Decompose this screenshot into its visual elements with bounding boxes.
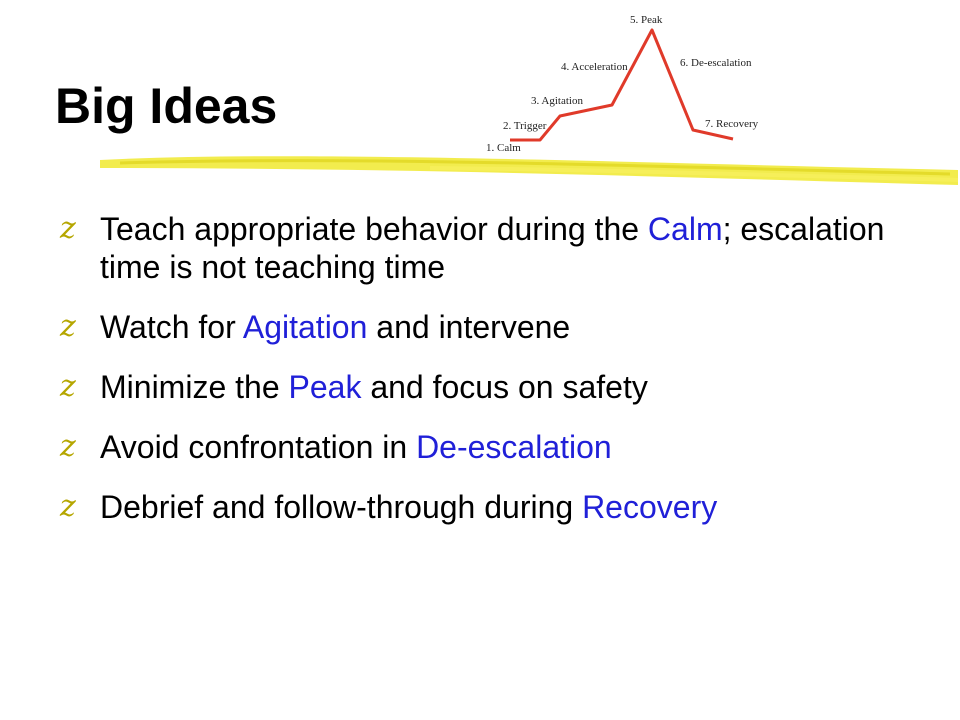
phase-label-calm: 1. Calm — [486, 142, 521, 154]
phase-label-acceleration: 4. Acceleration — [561, 61, 628, 73]
bullet-item — [60, 210, 940, 286]
bullet-text: Debrief and follow-through during — [100, 489, 583, 525]
bullet-text: Minimize the — [100, 369, 289, 405]
bullet-text: Avoid confrontation in — [100, 429, 417, 465]
phase-label-trigger: 2. Trigger — [503, 120, 547, 132]
bullet-glyph-icon: z — [60, 211, 76, 246]
bullet-glyph-icon: z — [60, 489, 76, 524]
bullet-text: and focus on safety — [361, 369, 648, 405]
bullet-highlight: Peak — [288, 369, 362, 405]
bullet-list — [60, 210, 940, 548]
slide-title: Big Ideas — [55, 78, 278, 134]
bullet-text: Teach appropriate behavior during the — [100, 211, 648, 247]
bullet-highlight: Calm — [647, 211, 723, 247]
bullet-text: and intervene — [367, 309, 571, 345]
bullet-item — [60, 308, 940, 346]
bullet-item — [60, 428, 940, 466]
bullet-glyph-icon: z — [60, 429, 76, 464]
bullet-text: Watch for — [100, 309, 243, 345]
phase-label-peak: 5. Peak — [630, 14, 663, 26]
bullet-highlight: Agitation — [242, 309, 368, 345]
phase-label-agitation: 3. Agitation — [531, 95, 583, 107]
bullet-item — [60, 368, 940, 406]
bullet-text: ; escalation time is not teaching time — [100, 211, 885, 285]
phase-label-recovery: 7. Recovery — [705, 118, 759, 130]
bullet-highlight: Recovery — [582, 489, 718, 525]
phase-label-de-escalation: 6. De-escalation — [680, 57, 752, 69]
bullet-item — [60, 488, 940, 526]
bullet-highlight: De-escalation — [416, 429, 612, 465]
bullet-glyph-icon: z — [60, 309, 76, 344]
bullet-glyph-icon: z — [60, 369, 76, 404]
